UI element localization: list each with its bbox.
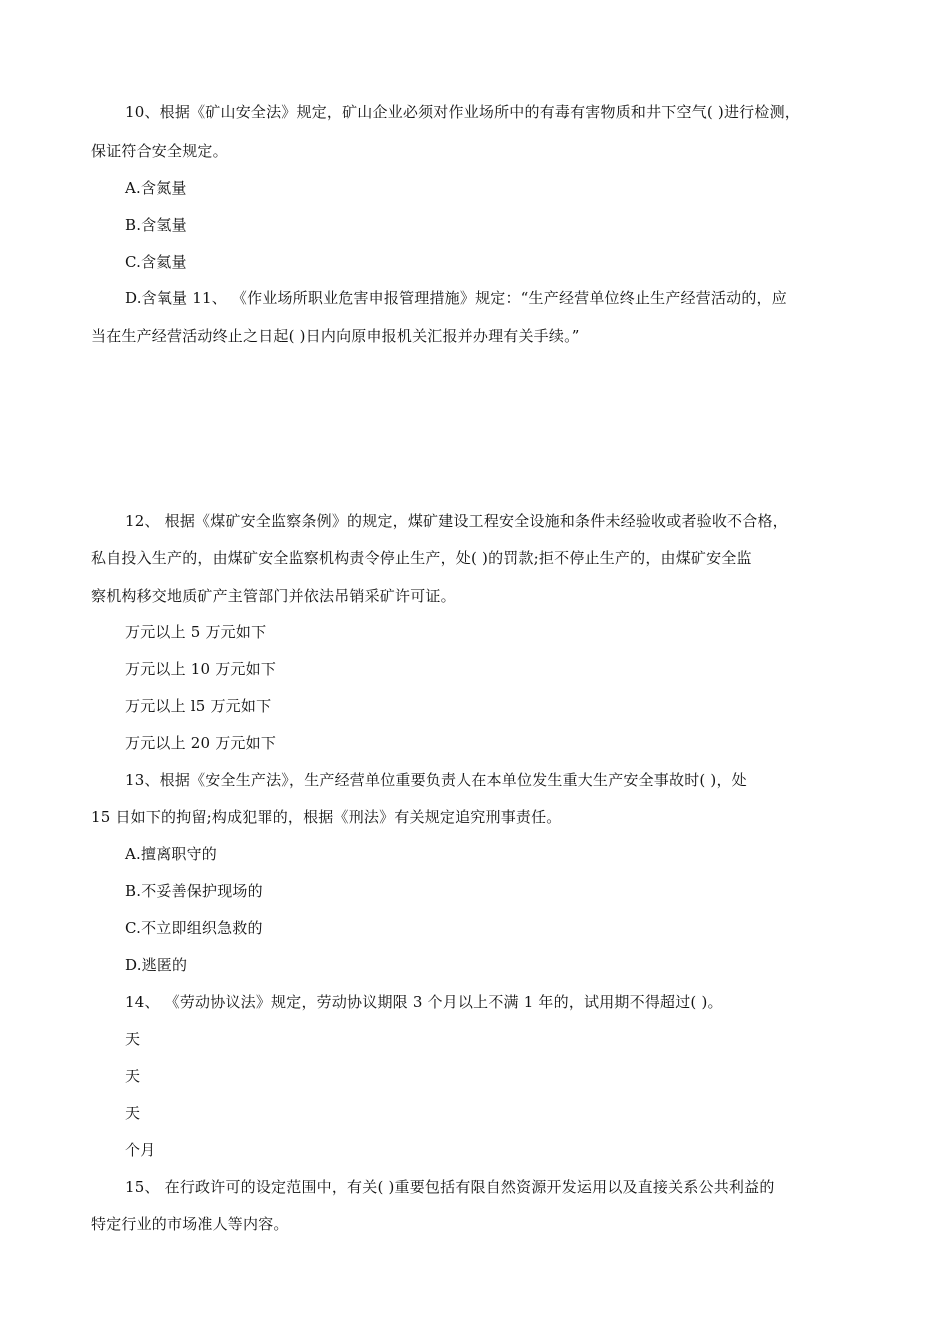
q12-option-1: 万元以上 5 万元如下: [125, 623, 267, 641]
q10-option-c: C.含氦量: [125, 253, 187, 271]
q12-stem-line1: 12、 根据《煤矿安全监察条例》的规定，煤矿建设工程安全设施和条件未经验收或者验收不合格，: [125, 512, 788, 530]
q14-option-4: 个月: [125, 1141, 156, 1159]
q12-stem-line2: 私自投入生产的，由煤矿安全监察机构责令停止生产，处( )的罚款;拒不停止生产的，由煤矿安全监: [91, 549, 752, 567]
q12-option-3: 万元以上 l5 万元如下: [125, 697, 272, 715]
q10-option-b: B.含氢量: [125, 216, 187, 234]
q13-option-c: C.不立即组织急救的: [125, 919, 263, 937]
q14-stem-line1: 14、 《劳动协议法》规定，劳动协议期限 3 个月以上不满 1 年的，试用期不得超过( )。: [125, 993, 723, 1011]
q14-option-1: 天: [125, 1030, 141, 1048]
q13-option-b: B.不妥善保护现场的: [125, 882, 263, 900]
q12-option-2: 万元以上 10 万元如下: [125, 660, 277, 678]
q13-option-a: A.擅离职守的: [125, 845, 218, 863]
q10-option-a: A.含氮量: [125, 179, 187, 197]
q10-option-d-q11-stem-line1: D.含氧量 11、 《作业场所职业危害申报管理措施》规定：“生产经营单位终止生产经营活动的，应: [125, 289, 787, 307]
q13-stem-line1: 13、根据《安全生产法》，生产经营单位重要负责人在本单位发生重大生产安全事故时( )，处: [125, 771, 747, 789]
q15-stem-line1: 15、 在行政许可的设定范围中，有关( )重要包括有限自然资源开发运用以及直接关系公共利益的: [125, 1178, 775, 1196]
q12-stem-line3: 察机构移交地质矿产主管部门并依法吊销采矿许可证。: [91, 587, 456, 605]
q14-option-3: 天: [125, 1104, 141, 1122]
q13-stem-line2: 15 日如下的拘留;构成犯罪的，根据《刑法》有关规定追究刑事责任。: [91, 808, 562, 826]
q11-stem-line2: 当在生产经营活动终止之日起( )日内向原申报机关汇报并办理有关手续。”: [91, 327, 580, 345]
q12-option-4: 万元以上 20 万元如下: [125, 734, 277, 752]
q14-option-2: 天: [125, 1067, 141, 1085]
q15-stem-line2: 特定行业的市场准人等内容。: [91, 1215, 289, 1233]
q10-stem-line1: 10、根据《矿山安全法》规定，矿山企业必须对作业场所中的有毒有害物质和井下空气( )进行检测，: [125, 103, 800, 121]
q13-option-d: D.逃匿的: [125, 956, 188, 974]
q10-stem-line2: 保证符合安全规定。: [91, 142, 228, 160]
